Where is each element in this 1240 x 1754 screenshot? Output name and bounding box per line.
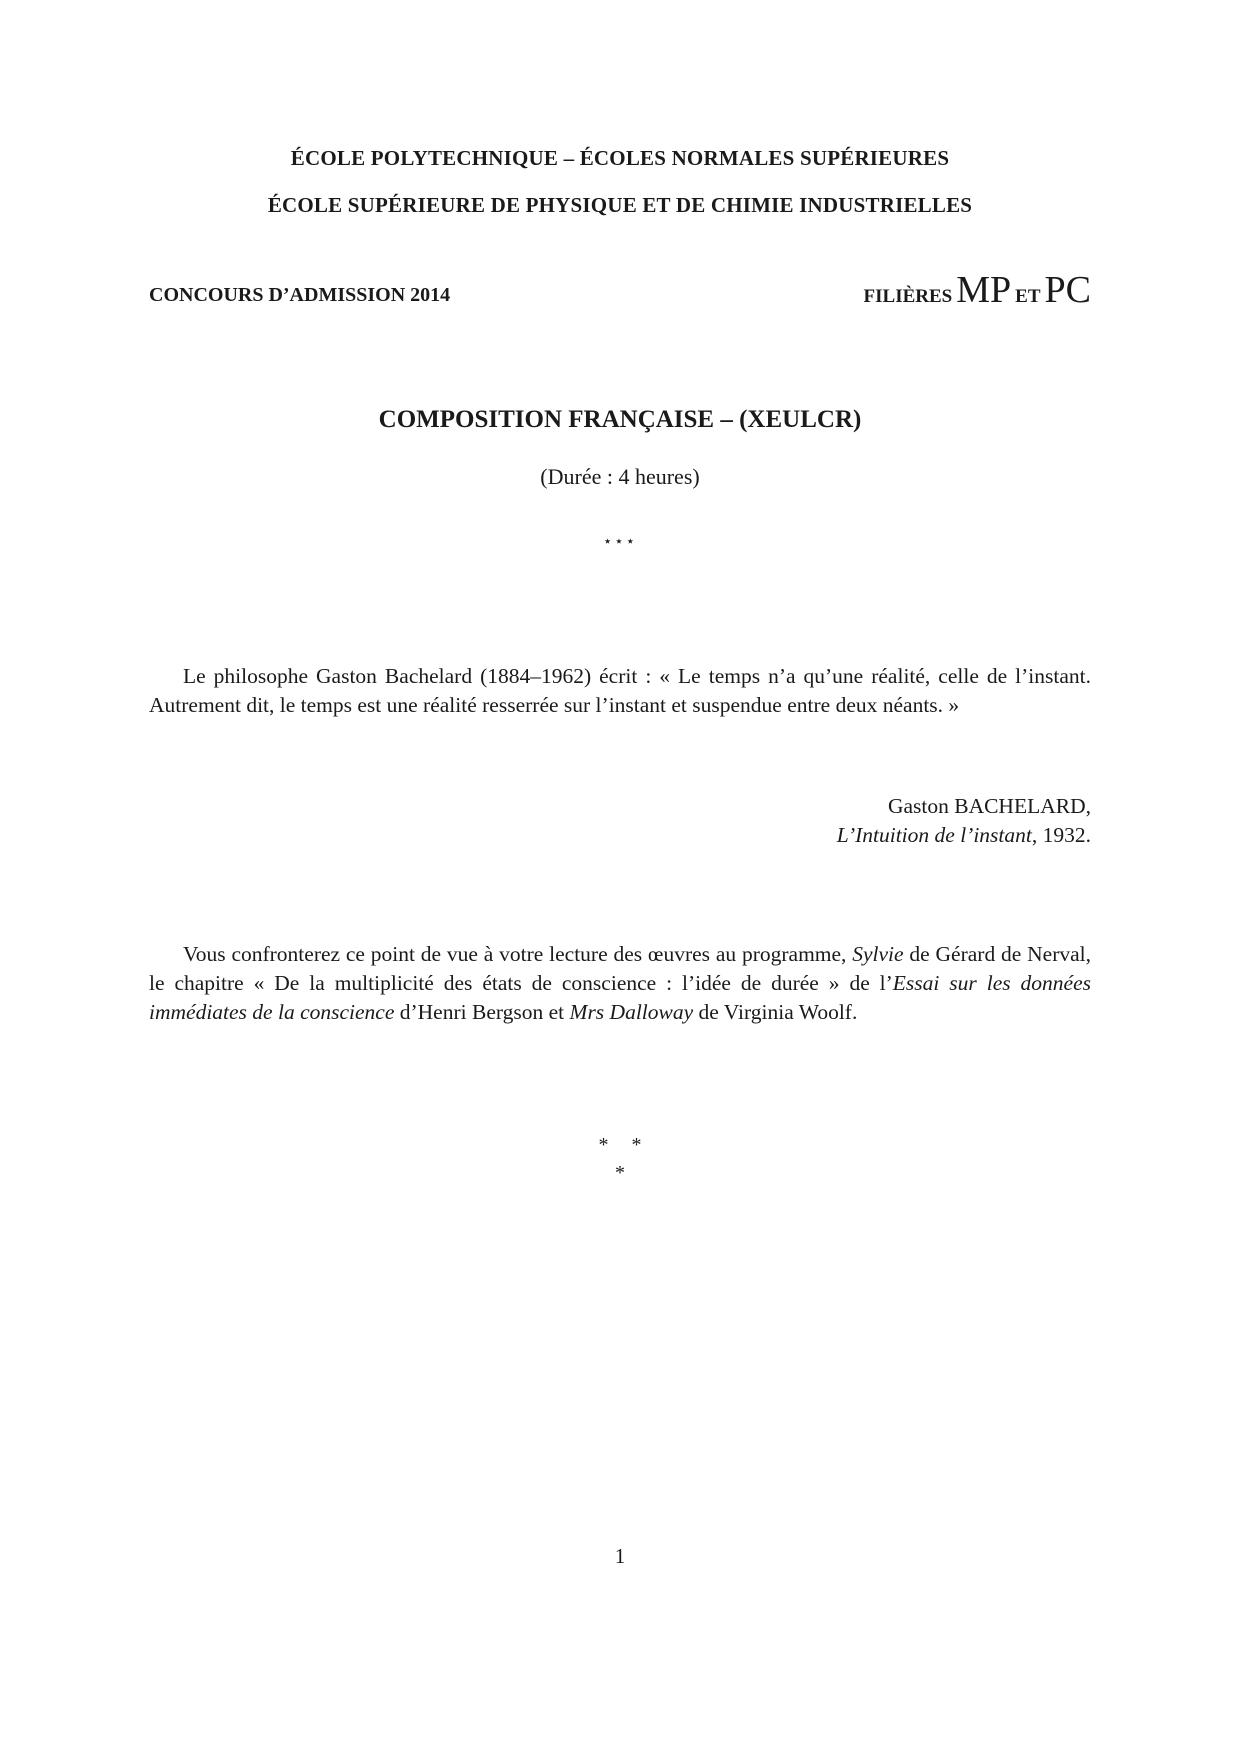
work-essai: Essai sur les données immédiates de la conscience — [149, 971, 1091, 1024]
quote-paragraph: Le philosophe Gaston Bachelard (1884–1962) écrit : « Le temps n’a qu’une réalité, celle de l’instant. Autrement dit, le temps est une réalité resserrée sur l’instant et suspendue entre deux néants. » — [149, 664, 1091, 717]
star-separator: ⋆⋆⋆ — [602, 534, 638, 550]
quote-source — [591, 821, 1091, 850]
work-sylvie: Sylvie — [852, 942, 904, 966]
quote-work-year: , 1932. — [1031, 823, 1091, 847]
concours-label: CONCOURS D’ADMISSION 2014 — [149, 284, 451, 306]
page-number: 1 — [614, 1544, 626, 1568]
instruction-part2: de Gérard de Nerval, le chapitre « De la multiplicité des états de conscience : l’idée de durée » de l’ — [149, 942, 1091, 995]
filieres-prefix: FILIÈRES — [863, 286, 953, 307]
end-stars-top: * * — [598, 1134, 642, 1156]
filieres-label — [864, 268, 1091, 312]
filieres-et: ET — [1015, 286, 1041, 307]
instruction-part4: de Virginia Woolf. — [693, 1000, 858, 1024]
instruction-part1: Vous confronterez ce point de vue à votre lecture des œuvres au programme, — [183, 942, 853, 966]
exam-title: COMPOSITION FRANÇAISE – (XEULCR) — [378, 406, 862, 433]
exam-duration: (Durée : 4 heures) — [540, 464, 700, 489]
header-line-2: ÉCOLE SUPÉRIEURE DE PHYSIQUE ET DE CHIMIE INDUSTRIELLES — [267, 193, 973, 217]
header-line-1: ÉCOLE POLYTECHNIQUE – ÉCOLES NORMALES SUPÉRIEURES — [290, 146, 950, 170]
end-stars-bottom: * — [615, 1162, 625, 1184]
filiere-pc: PC — [1044, 269, 1091, 311]
quote-work-title: L’Intuition de l’instant — [836, 823, 1032, 847]
filiere-mp: MP — [956, 269, 1012, 311]
work-mrs-dalloway: Mrs Dalloway — [569, 1000, 694, 1024]
instruction-part3: d’Henri Bergson et — [394, 1000, 570, 1024]
instruction-paragraph — [149, 940, 1091, 1027]
quote-author: Gaston BACHELARD, — [887, 794, 1091, 818]
